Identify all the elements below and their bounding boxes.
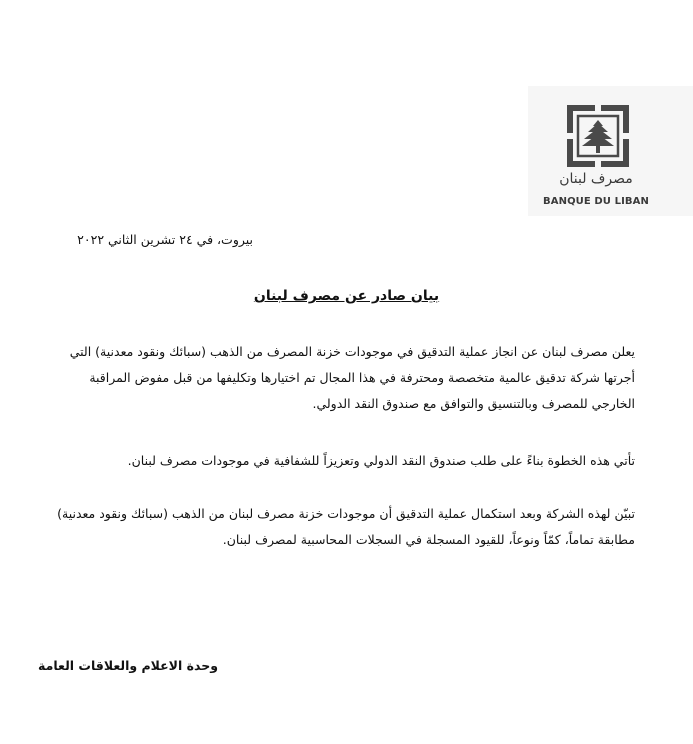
paragraph-1: يعلن مصرف لبنان عن انجاز عملية التدقيق في موجودات خزنة المصرف من الذهب (سبائك ونقود معدنية) التي أجرتها شركة تدقيق عالمية متخصصة ومحترفة في هذا المجال تم اختيارها وتكليفها من قبل مفوض المراقبة الخارجي للمصرف وبالتنسيق والتوافق مع صندوق النقد الدولي. [69, 344, 635, 411]
signature: وحدة الاعلام والعلاقات العامة [38, 658, 218, 673]
date-line: بيروت، في ٢٤ تشرين الثاني ٢٠٢٢ [77, 232, 253, 247]
logo-latin-name: BANQUE DU LIBAN [543, 196, 649, 207]
cedar-logo-icon [566, 104, 630, 168]
paragraph-2: تأتي هذه الخطوة بناءً على طلب صندوق النقد الدولي وتعزيزاً للشفافية في موجودات مصرف لبنان. [127, 453, 635, 468]
statement-title: بيان صادر عن مصرف لبنان [253, 288, 440, 304]
logo-arabic-name: مصرف لبنان [559, 171, 633, 187]
paragraph-3: تبيّن لهذه الشركة وبعد استكمال عملية التدقيق أن موجودات خزنة مصرف لبنان من الذهب (سبائك ونقود معدنية) مطابقة تماماً، كمّاً ونوعاً، للقيود المسجلة في السجلات المحاسبية لمصرف لبنان. [57, 506, 635, 547]
